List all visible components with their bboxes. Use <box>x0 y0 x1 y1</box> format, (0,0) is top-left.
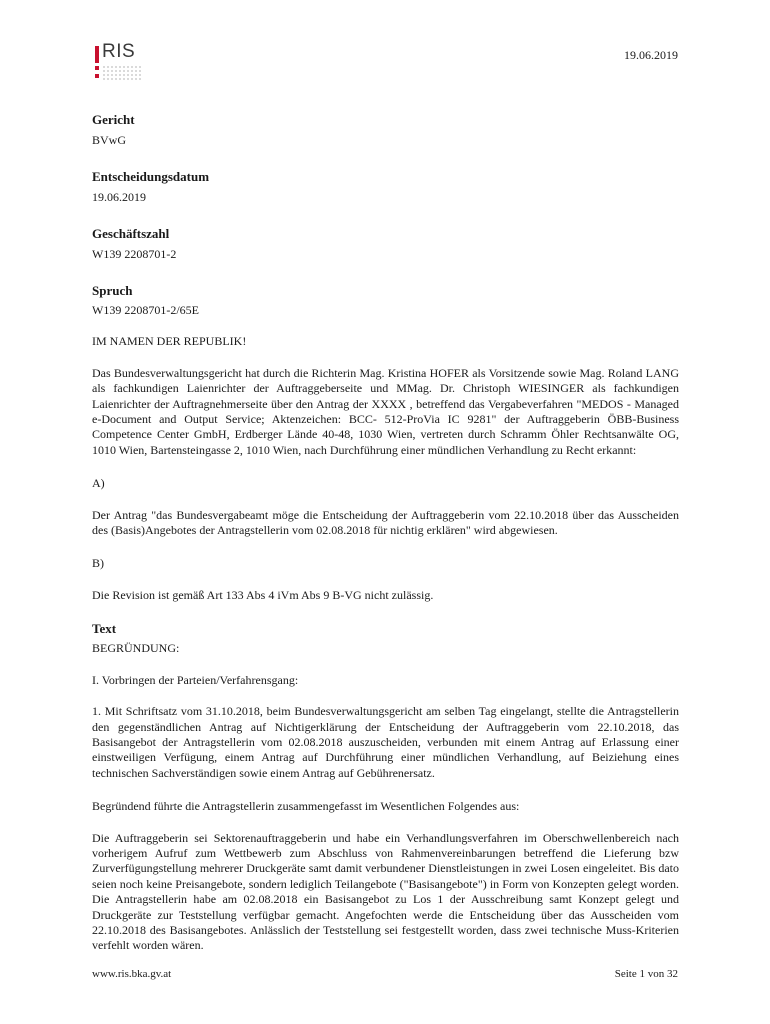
footer-url: www.ris.bka.gv.at <box>92 968 172 980</box>
section-heading: Text <box>92 621 117 637</box>
meta-label: Geschäftszahl <box>92 226 170 241</box>
text-paragraph: I. Vorbringen der Parteien/Verfahrensgang: <box>92 672 299 687</box>
meta-decision-date <box>92 169 679 205</box>
spruch-paragraph: W139 2208701-2/65E <box>92 303 199 317</box>
logo-text: RIS <box>102 41 136 62</box>
meta-label: Gericht <box>92 112 135 127</box>
meta-value: 19.06.2019 <box>92 190 146 204</box>
logo-dot-grid <box>102 65 142 80</box>
footer-page-number: Seite 1 von 32 <box>614 968 678 980</box>
meta-label: Entscheidungsdatum <box>92 169 210 184</box>
spruch-paragraph: Das Bundesverwaltungsgericht hat durch die Richterin Mag. Kristina HOFER als Vorsitzende sowie Mag. Roland LANG als fachkundigen Laienrichter der Auftraggeberseite und MMag. Dr. Christoph WIESINGER als fachkundigen Laienrichter der Auftragnehmerseite über den Antrag der XXXX , betreffend das Vergabeverfahren "MEDOS - Managed e-Document and Output Service; Aktenzeichen: BCC- 512-ProVia IC 9281" der Auftraggeberin ÖBB-Business Competence Center GmbH, Erdberger Lände 40-48, 1030 Wien, vertreten durch Schramm Öhler Rechtsanwälte OG, 1010 Wien, Bartensteingasse 2, 1010 Wien, nach Durchführung einer mündlichen Verhandlung zu Recht erkannt: <box>92 365 679 457</box>
document-body <box>92 112 679 972</box>
logo-bar-lower <box>95 74 99 78</box>
logo-bar-middle <box>95 66 99 70</box>
meta-court <box>92 112 679 148</box>
text-paragraph: Die Auftraggeberin sei Sektorenauftraggeberin und habe ein Verhandlungsverfahren im Oberschwellenbereich nach vorherigem Aufruf zum Wettbewerb zum Abschluss von Rahmenvereinbarungen betreffend die Lieferung bzw Zurverfügungstellung mehrerer Druckgeräte samt damit verbundener Dienstleistungen in zwei Losen eingeleitet. Bis dato seien noch keine Preisangebote, sondern lediglich Teilangebote ("Basisangebote") in Form von Konzepten gelegt worden. Die Antragstellerin habe am 02.08.2018 ein Basisangebot zu Los 1 der Ausschreibung samt Konzept gelegt und Druckgeräte zur Teststellung verfügbar gemacht. Angefochten werde die Entscheidung über das Ausscheiden vom 22.10.2018 des Basisangebotes. Anlässlich der Teststellung sei festgestellt worden, dass zwei technische Muss-Kriterien verfehlt worden wären. <box>92 830 679 953</box>
text-paragraph: 1. Mit Schriftsatz vom 31.10.2018, beim Bundesverwaltungsgericht am selben Tag eingelangt, stellte die Antragstellerin den gegenständlichen Antrag auf Nichtigerklärung der Entscheidung der Auftraggeberin vom 22.10.2018, das Basisangebot der Antragstellerin vom 02.08.2018 auszuscheiden, verbunden mit einem Antrag auf Erlassung einer einstweiligen Verfügung, einem Antrag auf Durchführung einer mündlichen Verhandlung, auf Beiziehung eines technischen Sachverständigen sowie einem Antrag auf Gebührenersatz. <box>92 704 679 780</box>
spruch-paragraph: A) <box>92 476 105 491</box>
ris-logo <box>94 41 154 82</box>
header-date: 19.06.2019 <box>624 48 678 62</box>
meta-value: BVwG <box>92 133 127 147</box>
section-heading: Spruch <box>92 283 133 298</box>
logo-bar-upper <box>95 46 99 63</box>
text-paragraph: BEGRÜNDUNG: <box>92 641 180 656</box>
spruch-section <box>92 283 679 603</box>
text-paragraph: Begründend führte die Antragstellerin zusammengefasst im Wesentlichen Folgendes aus: <box>92 799 520 814</box>
meta-case-number <box>92 226 679 262</box>
spruch-paragraph: B) <box>92 556 104 571</box>
spruch-paragraph: Die Revision ist gemäß Art 133 Abs 4 iVm Abs 9 B-VG nicht zulässig. <box>92 587 434 602</box>
spruch-paragraph: Der Antrag "das Bundesvergabeamt möge die Entscheidung der Auftraggeberin vom 22.10.2018 über das Ausscheiden des (Basis)Angebotes der Antragstellerin vom 02.08.2018 für nichtig erklären" wird abgewiesen. <box>92 507 679 538</box>
text-section <box>92 621 679 954</box>
meta-value: W139 2208701-2 <box>92 247 177 261</box>
spruch-paragraph: IM NAMEN DER REPUBLIK! <box>92 334 247 349</box>
